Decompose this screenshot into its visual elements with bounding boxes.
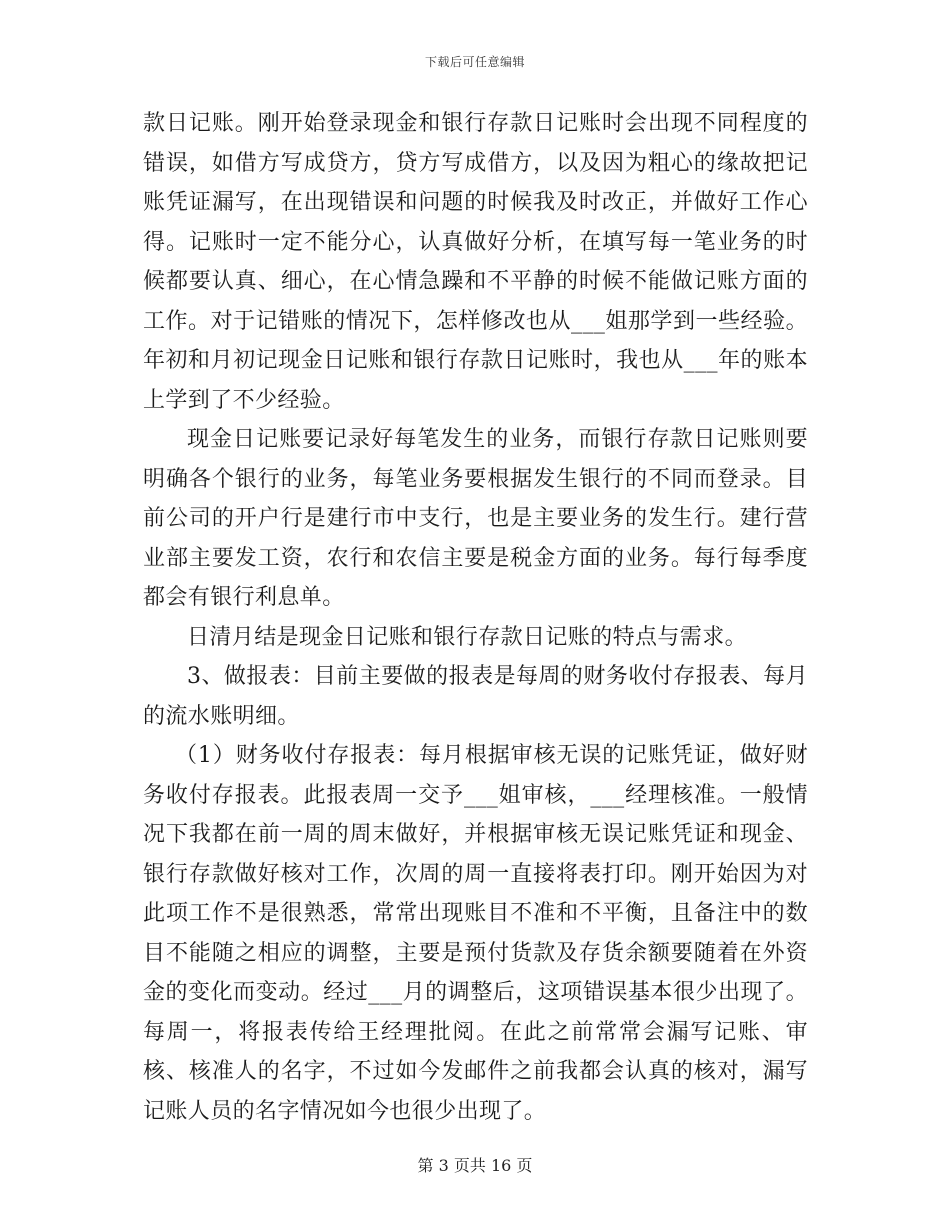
page-footer: 第 3 页共 16 页 [417, 1156, 533, 1175]
paragraph-cash-journal: 现金日记账要记录好每笔发生的业务，而银行存款日记账则要明确各个银行的业务，每笔业务要根据发生银行的不同而登录。目前公司的开户行是建行市中支行，也是主要业务的发生行。建行营业部主要发工资，农行和农信主要是税金方面的业务。每行每季度都会有银行利息单。 [143, 427, 808, 610]
paragraph-financial-report: （1）财务收付存报表：每月根据审核无误的记账凭证，做好财务收付存报表。此报表周一交予___姐审核，___经理核准。一般情况下我都在前一周的周末做好，并根据审核无误记账凭证和现金、银行存款做好核对工作，次周的周一直接将表打印。刚开始因为对此项工作不是很熟悉，常常出现账目不准和不平衡，且备注中的数目不能随之相应的调整，主要是预付货款及存货余额要随着在外资金的变化而变动。经过___月的调整后，这项错误基本很少出现了。每周一，将报表传给王经理批阅。在此之前常常会漏写记账、审核、核准人的名字，不过如今发邮件之前我都会认真的核对，漏写记账人员的名字情况如今也很少出现了。 [143, 743, 808, 1124]
paragraph-continuation: 款日记账。刚开始登录现金和银行存款日记账时会出现不同程度的错误，如借方写成贷方，贷方写成借方，以及因为粗心的缘故把记账凭证漏写，在出现错误和问题的时候我及时改正，并做好工作心得。记账时一定不能分心，认真做好分析，在填写每一笔业务的时候都要认真、细心，在心情急躁和不平静的时候不能做记账方面的工作。对于记错账的情况下，怎样修改也从___姐那学到一些经验。年初和月初记现金日记账和银行存款日记账时，我也从___年的账本上学到了不少经验。 [143, 111, 808, 413]
document-body [143, 104, 808, 1131]
page-header: 下载后可任意编辑 [424, 55, 525, 69]
paragraph-reports-heading: 3、做报表：目前主要做的报表是每周的财务收付存报表、每月的流水账明细。 [143, 664, 808, 729]
paragraph-daily-settlement: 日清月结是现金日记账和银行存款日记账的特点与需求。 [187, 624, 748, 650]
